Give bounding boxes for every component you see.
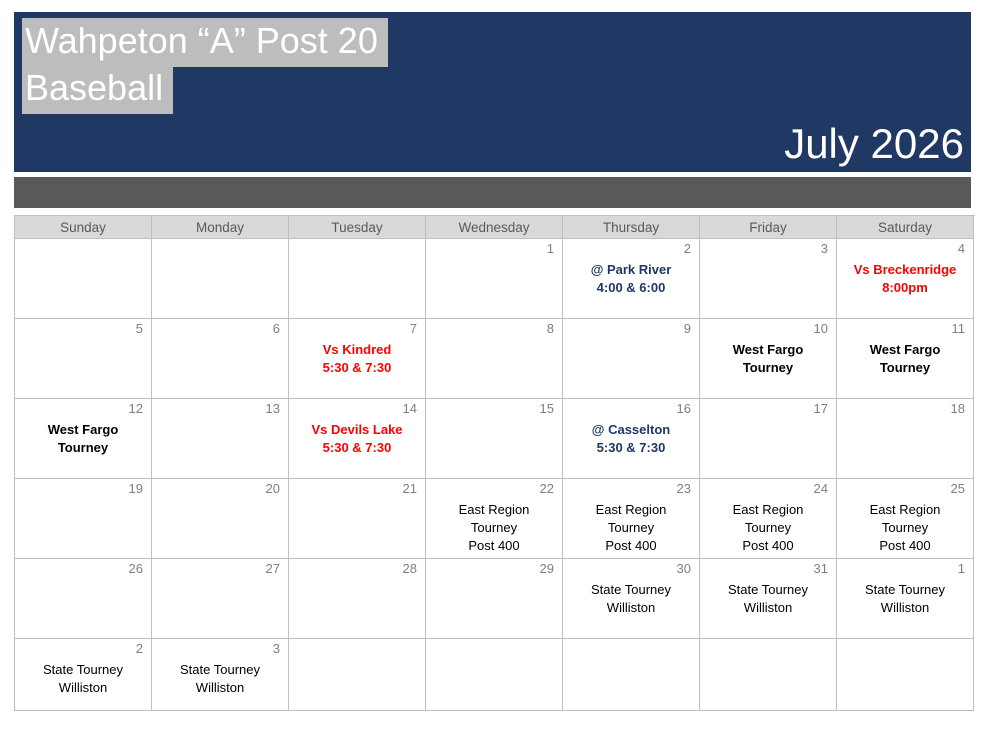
- calendar-cell: [700, 399, 837, 479]
- event-line: West Fargo: [732, 342, 804, 357]
- event-line: Tourney: [879, 360, 931, 375]
- date-number: [426, 641, 562, 658]
- event-line: 5:30 & 7:30: [596, 440, 666, 455]
- date-number: 27: [265, 561, 280, 576]
- date-number: [152, 241, 288, 258]
- day-header-thursday: Thursday: [563, 216, 700, 239]
- calendar-cell: [563, 399, 700, 479]
- divider-bar: [14, 177, 971, 208]
- date-number: 15: [539, 401, 554, 416]
- event-line: State Tourney: [865, 582, 945, 597]
- calendar-cell: [289, 399, 426, 479]
- event-line: Williston: [58, 680, 108, 695]
- date-number: 13: [265, 401, 280, 416]
- date-number: 18: [950, 401, 965, 416]
- event-line: State Tourney: [728, 582, 808, 597]
- calendar-cell: [426, 239, 563, 319]
- event-line: West Fargo: [869, 342, 941, 357]
- event: [426, 501, 562, 555]
- date-number: 6: [272, 321, 280, 336]
- event: [837, 501, 973, 555]
- calendar-cell: [15, 559, 152, 639]
- calendar-cell: [15, 399, 152, 479]
- calendar-cell: [426, 399, 563, 479]
- calendar-cell: [837, 239, 974, 319]
- date-number: 3: [820, 241, 828, 256]
- date-number: 4: [957, 241, 965, 256]
- event-line: Tourney: [744, 520, 792, 535]
- calendar-cell: [700, 319, 837, 399]
- event-line: 5:30 & 7:30: [322, 360, 392, 375]
- event-line: @ Casselton: [591, 422, 671, 437]
- date-number: [837, 641, 973, 658]
- calendar-cell: [563, 639, 700, 711]
- event-line: Vs Devils Lake: [311, 422, 403, 437]
- date-number: 2: [683, 241, 691, 256]
- event-line: West Fargo: [47, 422, 119, 437]
- date-number: 16: [676, 401, 691, 416]
- calendar-cell: [15, 479, 152, 559]
- date-number: 21: [402, 481, 417, 496]
- event-line: 5:30 & 7:30: [322, 440, 392, 455]
- title-line2: Baseball: [22, 65, 173, 114]
- event-line: Williston: [743, 600, 793, 615]
- date-number: 3: [272, 641, 280, 656]
- event: [563, 501, 699, 555]
- event-line: Vs Breckenridge: [853, 262, 957, 277]
- event-line: Post 400: [468, 538, 520, 553]
- calendar-cell: [152, 479, 289, 559]
- event-line: East Region: [595, 502, 667, 517]
- calendar-cell: [837, 639, 974, 711]
- event: [15, 661, 151, 697]
- event-line: Tourney: [742, 360, 794, 375]
- day-header-monday: Monday: [152, 216, 289, 239]
- event: [837, 341, 973, 377]
- event-line: State Tourney: [180, 662, 260, 677]
- calendar-cell: [152, 239, 289, 319]
- calendar-cell: [837, 319, 974, 399]
- date-number: 17: [813, 401, 828, 416]
- date-number: 24: [813, 481, 828, 496]
- event-line: Vs Kindred: [322, 342, 392, 357]
- calendar-cell: [837, 559, 974, 639]
- calendar-cell: [563, 479, 700, 559]
- date-number: 28: [402, 561, 417, 576]
- event-line: Post 400: [879, 538, 931, 553]
- event-line: East Region: [732, 502, 804, 517]
- calendar-cell: [700, 639, 837, 711]
- date-number: 26: [128, 561, 143, 576]
- calendar-cell: [289, 639, 426, 711]
- day-header-tuesday: Tuesday: [289, 216, 426, 239]
- event-line: Post 400: [742, 538, 794, 553]
- date-number: [700, 641, 836, 658]
- event-line: @ Park River: [590, 262, 672, 277]
- date-number: 5: [135, 321, 143, 336]
- date-number: [289, 241, 425, 258]
- event-line: State Tourney: [43, 662, 123, 677]
- date-number: [563, 641, 699, 658]
- event: [563, 421, 699, 457]
- date-number: 20: [265, 481, 280, 496]
- calendar-cell: [289, 479, 426, 559]
- event-line: Tourney: [881, 520, 929, 535]
- calendar-cell: [152, 319, 289, 399]
- date-number: 11: [951, 321, 965, 336]
- title-banner: [14, 12, 971, 172]
- calendar-cell: [700, 559, 837, 639]
- date-number: 9: [683, 321, 691, 336]
- date-number: 7: [409, 321, 417, 336]
- calendar-cell: [563, 319, 700, 399]
- event: [563, 581, 699, 617]
- calendar-cell: [837, 399, 974, 479]
- date-number: 22: [539, 481, 554, 496]
- date-number: 14: [402, 401, 417, 416]
- calendar-title: [22, 17, 388, 111]
- calendar-cell: [289, 319, 426, 399]
- event-line: Tourney: [470, 520, 518, 535]
- event-line: Williston: [606, 600, 656, 615]
- calendar-cell: [700, 239, 837, 319]
- event-line: Post 400: [605, 538, 657, 553]
- event: [837, 261, 973, 297]
- date-number: 10: [813, 321, 828, 336]
- event-line: State Tourney: [591, 582, 671, 597]
- date-number: 8: [546, 321, 554, 336]
- event: [152, 661, 288, 697]
- calendar-cell: [426, 639, 563, 711]
- event: [289, 421, 425, 457]
- date-number: 25: [950, 481, 965, 496]
- event-line: Williston: [880, 600, 930, 615]
- event: [837, 581, 973, 617]
- event: [700, 581, 836, 617]
- calendar-cell: [563, 239, 700, 319]
- date-number: 23: [676, 481, 691, 496]
- day-header-sunday: Sunday: [15, 216, 152, 239]
- event: [700, 341, 836, 377]
- date-number: [15, 241, 151, 258]
- event: [289, 341, 425, 377]
- calendar-cell: [152, 639, 289, 711]
- event: [15, 421, 151, 457]
- calendar-cell: [700, 479, 837, 559]
- event-line: Williston: [195, 680, 245, 695]
- event-line: East Region: [458, 502, 530, 517]
- date-number: 1: [957, 561, 965, 576]
- date-number: [289, 641, 425, 658]
- event-line: Tourney: [57, 440, 109, 455]
- event: [700, 501, 836, 555]
- day-header-saturday: Saturday: [837, 216, 974, 239]
- calendar-cell: [152, 399, 289, 479]
- calendar-cell: [837, 479, 974, 559]
- calendar-cell: [15, 639, 152, 711]
- calendar-cell: [289, 239, 426, 319]
- event-line: 4:00 & 6:00: [596, 280, 666, 295]
- date-number: 2: [135, 641, 143, 656]
- event-line: 8:00pm: [882, 280, 928, 295]
- calendar-cell: [15, 319, 152, 399]
- title-line1: Wahpeton “A” Post 20: [22, 18, 388, 67]
- date-number: 19: [128, 481, 143, 496]
- month-year-label: July 2026: [784, 120, 964, 167]
- calendar-cell: [426, 319, 563, 399]
- date-number: 1: [546, 241, 554, 256]
- event: [563, 261, 699, 297]
- calendar-cell: [152, 559, 289, 639]
- calendar-cell: [289, 559, 426, 639]
- calendar-cell: [15, 239, 152, 319]
- date-number: 12: [128, 401, 143, 416]
- date-number: 31: [813, 561, 828, 576]
- day-header-friday: Friday: [700, 216, 837, 239]
- calendar-grid: [14, 215, 975, 711]
- event-line: East Region: [869, 502, 941, 517]
- date-number: 30: [676, 561, 691, 576]
- event-line: Tourney: [607, 520, 655, 535]
- date-number: 29: [539, 561, 554, 576]
- calendar-cell: [426, 559, 563, 639]
- day-header-wednesday: Wednesday: [426, 216, 563, 239]
- calendar-cell: [563, 559, 700, 639]
- calendar-cell: [426, 479, 563, 559]
